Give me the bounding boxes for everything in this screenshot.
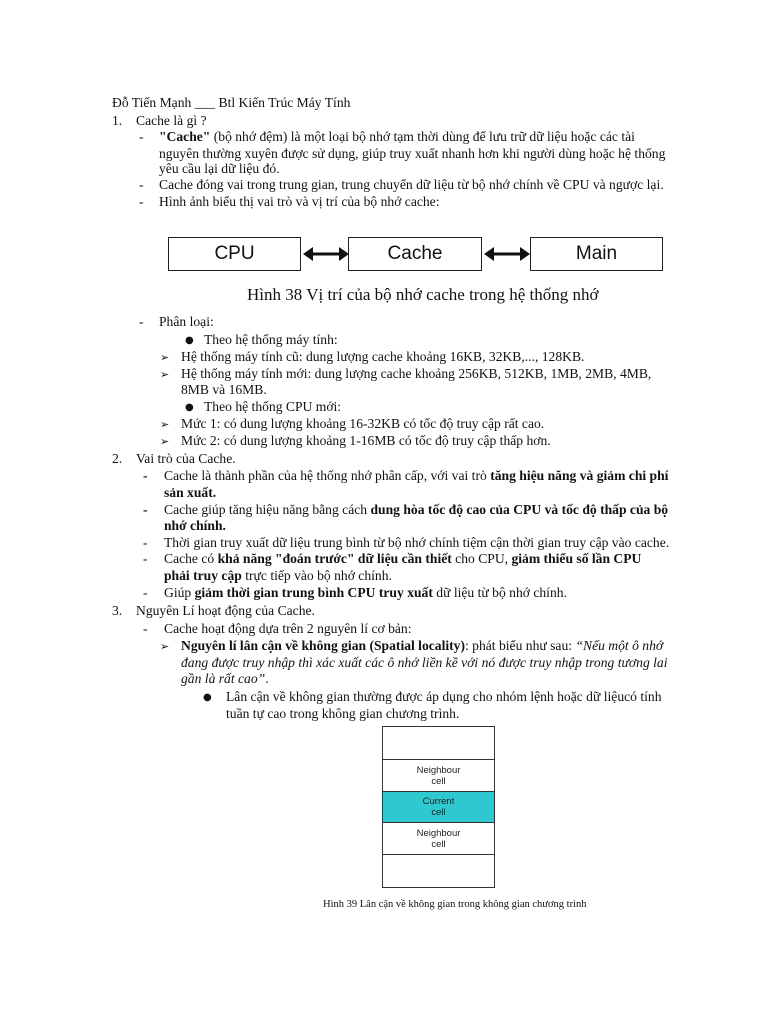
role-line-2: sản xuất.	[164, 485, 217, 500]
prediction-line-1: Cache có khả năng "đoán trước" dữ liệu cần thiết cho CPU, giảm thiểu số lần CPU	[164, 551, 642, 566]
performance-line-2: nhớ chính.	[164, 518, 226, 533]
bullet-icon: ●	[185, 402, 194, 413]
new-system-cache-line-2: 8MB và 16MB.	[181, 382, 267, 397]
section-1-number: 1.	[112, 113, 123, 128]
empty-cell	[382, 726, 495, 760]
cpu-box: CPU	[168, 237, 301, 271]
dash-marker: -	[139, 314, 144, 329]
dash-marker: -	[139, 194, 144, 209]
prediction-line-2: phải truy cập trực tiếp vào bộ nhớ chính.	[164, 568, 392, 583]
bullet-icon: ●	[203, 692, 212, 703]
double-arrow-icon	[484, 244, 530, 264]
double-arrow-icon	[303, 244, 349, 264]
section-2-number: 2.	[112, 451, 123, 466]
cache-role-text: Cache đóng vai trong trung gian, trung chuyển dữ liệu từ bộ nhớ chính về CPU và ngược lại.	[159, 177, 664, 192]
dash-marker: -	[143, 535, 148, 550]
empty-cell	[382, 854, 495, 888]
arrow-bullet-icon: ➢	[160, 368, 170, 381]
arrow-bullet-icon: ➢	[160, 640, 170, 653]
figure-38-caption: Hình 38 Vị trí của bộ nhớ cache trong hệ thống nhớ	[247, 285, 599, 304]
new-system-cache-line-1: Hệ thống máy tính mới: dung lượng cache khoảng 256KB, 512KB, 1MB, 2MB, 4MB,	[181, 366, 652, 381]
bullet-icon: ●	[185, 335, 194, 346]
access-time-text: Thời gian truy xuất dữ liệu trung bình từ bộ nhớ chính tiệm cận thời gian truy cập vào cache.	[164, 535, 670, 550]
dash-marker: -	[143, 468, 148, 483]
arrow-bullet-icon: ➢	[160, 418, 170, 431]
principles-intro: Cache hoạt động dựa trên 2 nguyên lí cơ bản:	[164, 621, 412, 636]
section-1-title: Cache là gì ?	[136, 113, 207, 128]
dash-marker: -	[143, 585, 148, 600]
document-header: Đỗ Tiến Mạnh ___ Btl Kiến Trúc Máy Tính	[112, 95, 351, 110]
arrow-bullet-icon: ➢	[160, 435, 170, 448]
current-cell: Current cell	[382, 791, 495, 823]
neighbour-cell-top: Neighbour cell	[382, 759, 495, 792]
spatial-note-line-2: tuần tự cao trong không gian chương trình.	[226, 706, 460, 721]
spatial-locality-line-3: gần là rất cao”.	[181, 671, 269, 686]
cache-definition-line-2: nguyên thường xuyên được sử dụng, giúp truy xuất nhanh hơn khi người dùng hoặc hệ thống	[159, 146, 666, 161]
by-new-cpu: Theo hệ thống CPU mới:	[204, 399, 342, 414]
spatial-locality-line-2: đang được truy nhập thì xác xuất các ô nhớ liền kề với nó được truy nhập trong tương lai	[181, 655, 668, 670]
figure-39-caption: Hình 39 Lân cận về không gian trong không gian chương trình	[323, 899, 587, 910]
cache-definition-line-1: "Cache" (bộ nhớ đệm) là một loại bộ nhớ tạm thời dùng để lưu trữ dữ liệu hoặc các tài	[159, 129, 635, 144]
performance-line-1: Cache giúp tăng hiệu năng bằng cách dung hòa tốc độ cao của CPU và tốc độ thấp của bộ	[164, 502, 669, 517]
section-3-title: Nguyên Lí hoạt động của Cache.	[136, 603, 315, 618]
main-memory-box: Main	[530, 237, 663, 271]
dash-marker: -	[143, 621, 148, 636]
dash-marker: -	[143, 551, 148, 566]
level-2-cache: Mức 2: có dung lượng khoảng 1-16MB có tốc độ truy cập thấp hơn.	[181, 433, 551, 448]
section-2-title: Vai trò của Cache.	[136, 451, 236, 466]
by-computer-system: Theo hệ thống máy tính:	[204, 332, 338, 347]
role-line-1: Cache là thành phần của hệ thống nhớ phân cấp, với vai trò tăng hiệu năng và giảm chi phí	[164, 468, 669, 483]
arrow-bullet-icon: ➢	[160, 351, 170, 364]
spatial-locality-line-1: Nguyên lí lân cận về không gian (Spatial locality): phát biểu như sau: “Nếu một ô nhớ	[181, 638, 664, 653]
dash-marker: -	[139, 177, 144, 192]
cache-box: Cache	[348, 237, 482, 271]
average-time-text: Giúp giảm thời gian trung bình CPU truy xuất dữ liệu từ bộ nhớ chính.	[164, 585, 567, 600]
level-1-cache: Mức 1: có dung lượng khoảng 16-32KB có tốc độ truy cập rất cao.	[181, 416, 545, 431]
spatial-note-line-1: Lân cận về không gian thường được áp dụng cho nhóm lệnh hoặc dữ liệucó tính	[226, 689, 662, 704]
neighbour-cell-bottom: Neighbour cell	[382, 822, 495, 855]
old-system-cache: Hệ thống máy tính cũ: dung lượng cache khoảng 16KB, 32KB,..., 128KB.	[181, 349, 585, 364]
dash-marker: -	[139, 129, 144, 144]
section-3-number: 3.	[112, 603, 123, 618]
cache-definition-line-3: yêu cầu lại dữ liệu đó.	[159, 161, 280, 176]
dash-marker: -	[143, 502, 148, 517]
classification-heading: Phân loại:	[159, 314, 214, 329]
figure-intro-text: Hình ảnh biểu thị vai trò và vị trí của bộ nhớ cache:	[159, 194, 440, 209]
